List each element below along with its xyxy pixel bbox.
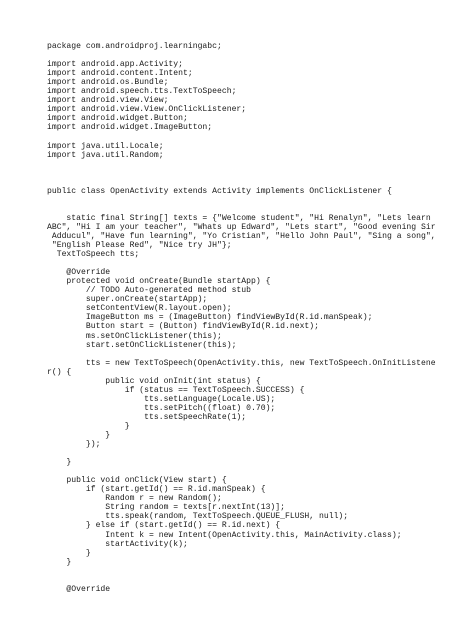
- code-line: import android.os.Bundle;: [47, 78, 169, 88]
- code-line: protected void onCreate(Bundle startApp) {: [47, 277, 271, 287]
- code-line: @Override: [47, 584, 111, 594]
- code-line: Intent k = new Intent(OpenActivity.this, MainActivity.class);: [47, 530, 402, 540]
- code-line: String random = texts[r.nextInt(13)];: [47, 503, 285, 513]
- code-line: import android.speech.tts.TextToSpeech;: [47, 87, 237, 97]
- code-line: [47, 132, 467, 141]
- code-line: Random r = new Random();: [47, 494, 222, 504]
- code-line: import android.view.View;: [47, 96, 169, 106]
- code-line: package com.androidproj.learningabc;: [47, 42, 222, 51]
- code-line: ImageButton ms = (ImageButton) findViewById(R.id.manSpeak);: [47, 313, 373, 323]
- code-line: // TODO Auto-generated method stub: [47, 286, 251, 296]
- code-line: ms.setOnClickListener(this);: [47, 331, 222, 341]
- code-line: Button start = (Button) findViewById(R.id.next);: [47, 322, 319, 332]
- code-line: import android.content.Intent;: [47, 69, 193, 79]
- code-line: r() {: [47, 367, 72, 377]
- code-line: }: [47, 431, 111, 441]
- code-line: } else if (start.getId() == R.id.next) {: [47, 521, 281, 531]
- code-line: [47, 160, 467, 169]
- code-line: [47, 467, 467, 476]
- code-line: static final String[] texts = {"Welcome student", "Hi Renalyn", "Lets learn: [47, 213, 431, 223]
- code-line: }: [47, 557, 72, 567]
- code-line: "English Please Red", "Nice try JH"};: [47, 241, 232, 251]
- code-line: public void onInit(int status) {: [47, 376, 261, 386]
- code-line: import android.view.View.OnClickListener;: [47, 105, 247, 115]
- code-line: }: [47, 548, 91, 558]
- code-line: });: [47, 440, 101, 450]
- code-line: [47, 51, 467, 60]
- code-line: import android.widget.ImageButton;: [47, 123, 213, 133]
- code-line: public class OpenActivity extends Activity implements OnClickListener {: [47, 186, 392, 196]
- code-line: }: [47, 421, 130, 431]
- code-line: import android.app.Activity;: [47, 60, 183, 70]
- code-line: setContentView(R.layout.open);: [47, 304, 232, 314]
- code-line: startActivity(k);: [47, 539, 188, 549]
- code-line: import java.util.Random;: [47, 150, 164, 160]
- code-line: if (status == TextToSpeech.SUCCESS) {: [47, 385, 305, 395]
- code-line: public void onClick(View start) {: [47, 476, 227, 486]
- code-line: [47, 350, 467, 359]
- code-line: tts.setPitch((float) 0.70);: [47, 403, 276, 413]
- code-line: tts.setSpeechRate(1);: [47, 412, 247, 422]
- code-line: start.setOnClickListener(this);: [47, 340, 237, 350]
- code-line: tts.speak(random, TextToSpeech.QUEUE_FLUSH, null);: [47, 512, 349, 522]
- code-line: Adducul", "Have fun learning", "Yo Cristian", "Hello John Paul", "Sing a song",: [47, 231, 436, 241]
- code-line: [47, 259, 467, 268]
- code-line: @Override: [47, 268, 111, 278]
- code-line: super.onCreate(startApp);: [47, 295, 208, 305]
- code-line: import java.util.Locale;: [47, 141, 164, 151]
- code-line: import android.widget.Button;: [47, 114, 188, 124]
- code-line: [47, 178, 467, 187]
- code-line: [47, 196, 467, 205]
- code-line: [47, 576, 467, 585]
- code-line: tts = new TextToSpeech(OpenActivity.this, new TextToSpeech.OnInitListene: [47, 358, 436, 368]
- code-line: tts.setLanguage(Locale.US);: [47, 394, 276, 404]
- code-line: [47, 449, 467, 458]
- code-line: if (start.getId() == R.id.manSpeak) {: [47, 485, 266, 495]
- code-listing: [47, 42, 467, 594]
- code-line: [47, 567, 467, 576]
- code-line: [47, 169, 467, 178]
- code-line: }: [47, 458, 72, 468]
- code-line: [47, 205, 467, 214]
- code-line: ABC", "Hi I am your teacher", "Whats up Edward", "Lets start", "Good evening Sir: [47, 222, 436, 232]
- code-line: TextToSpeech tts;: [47, 250, 140, 260]
